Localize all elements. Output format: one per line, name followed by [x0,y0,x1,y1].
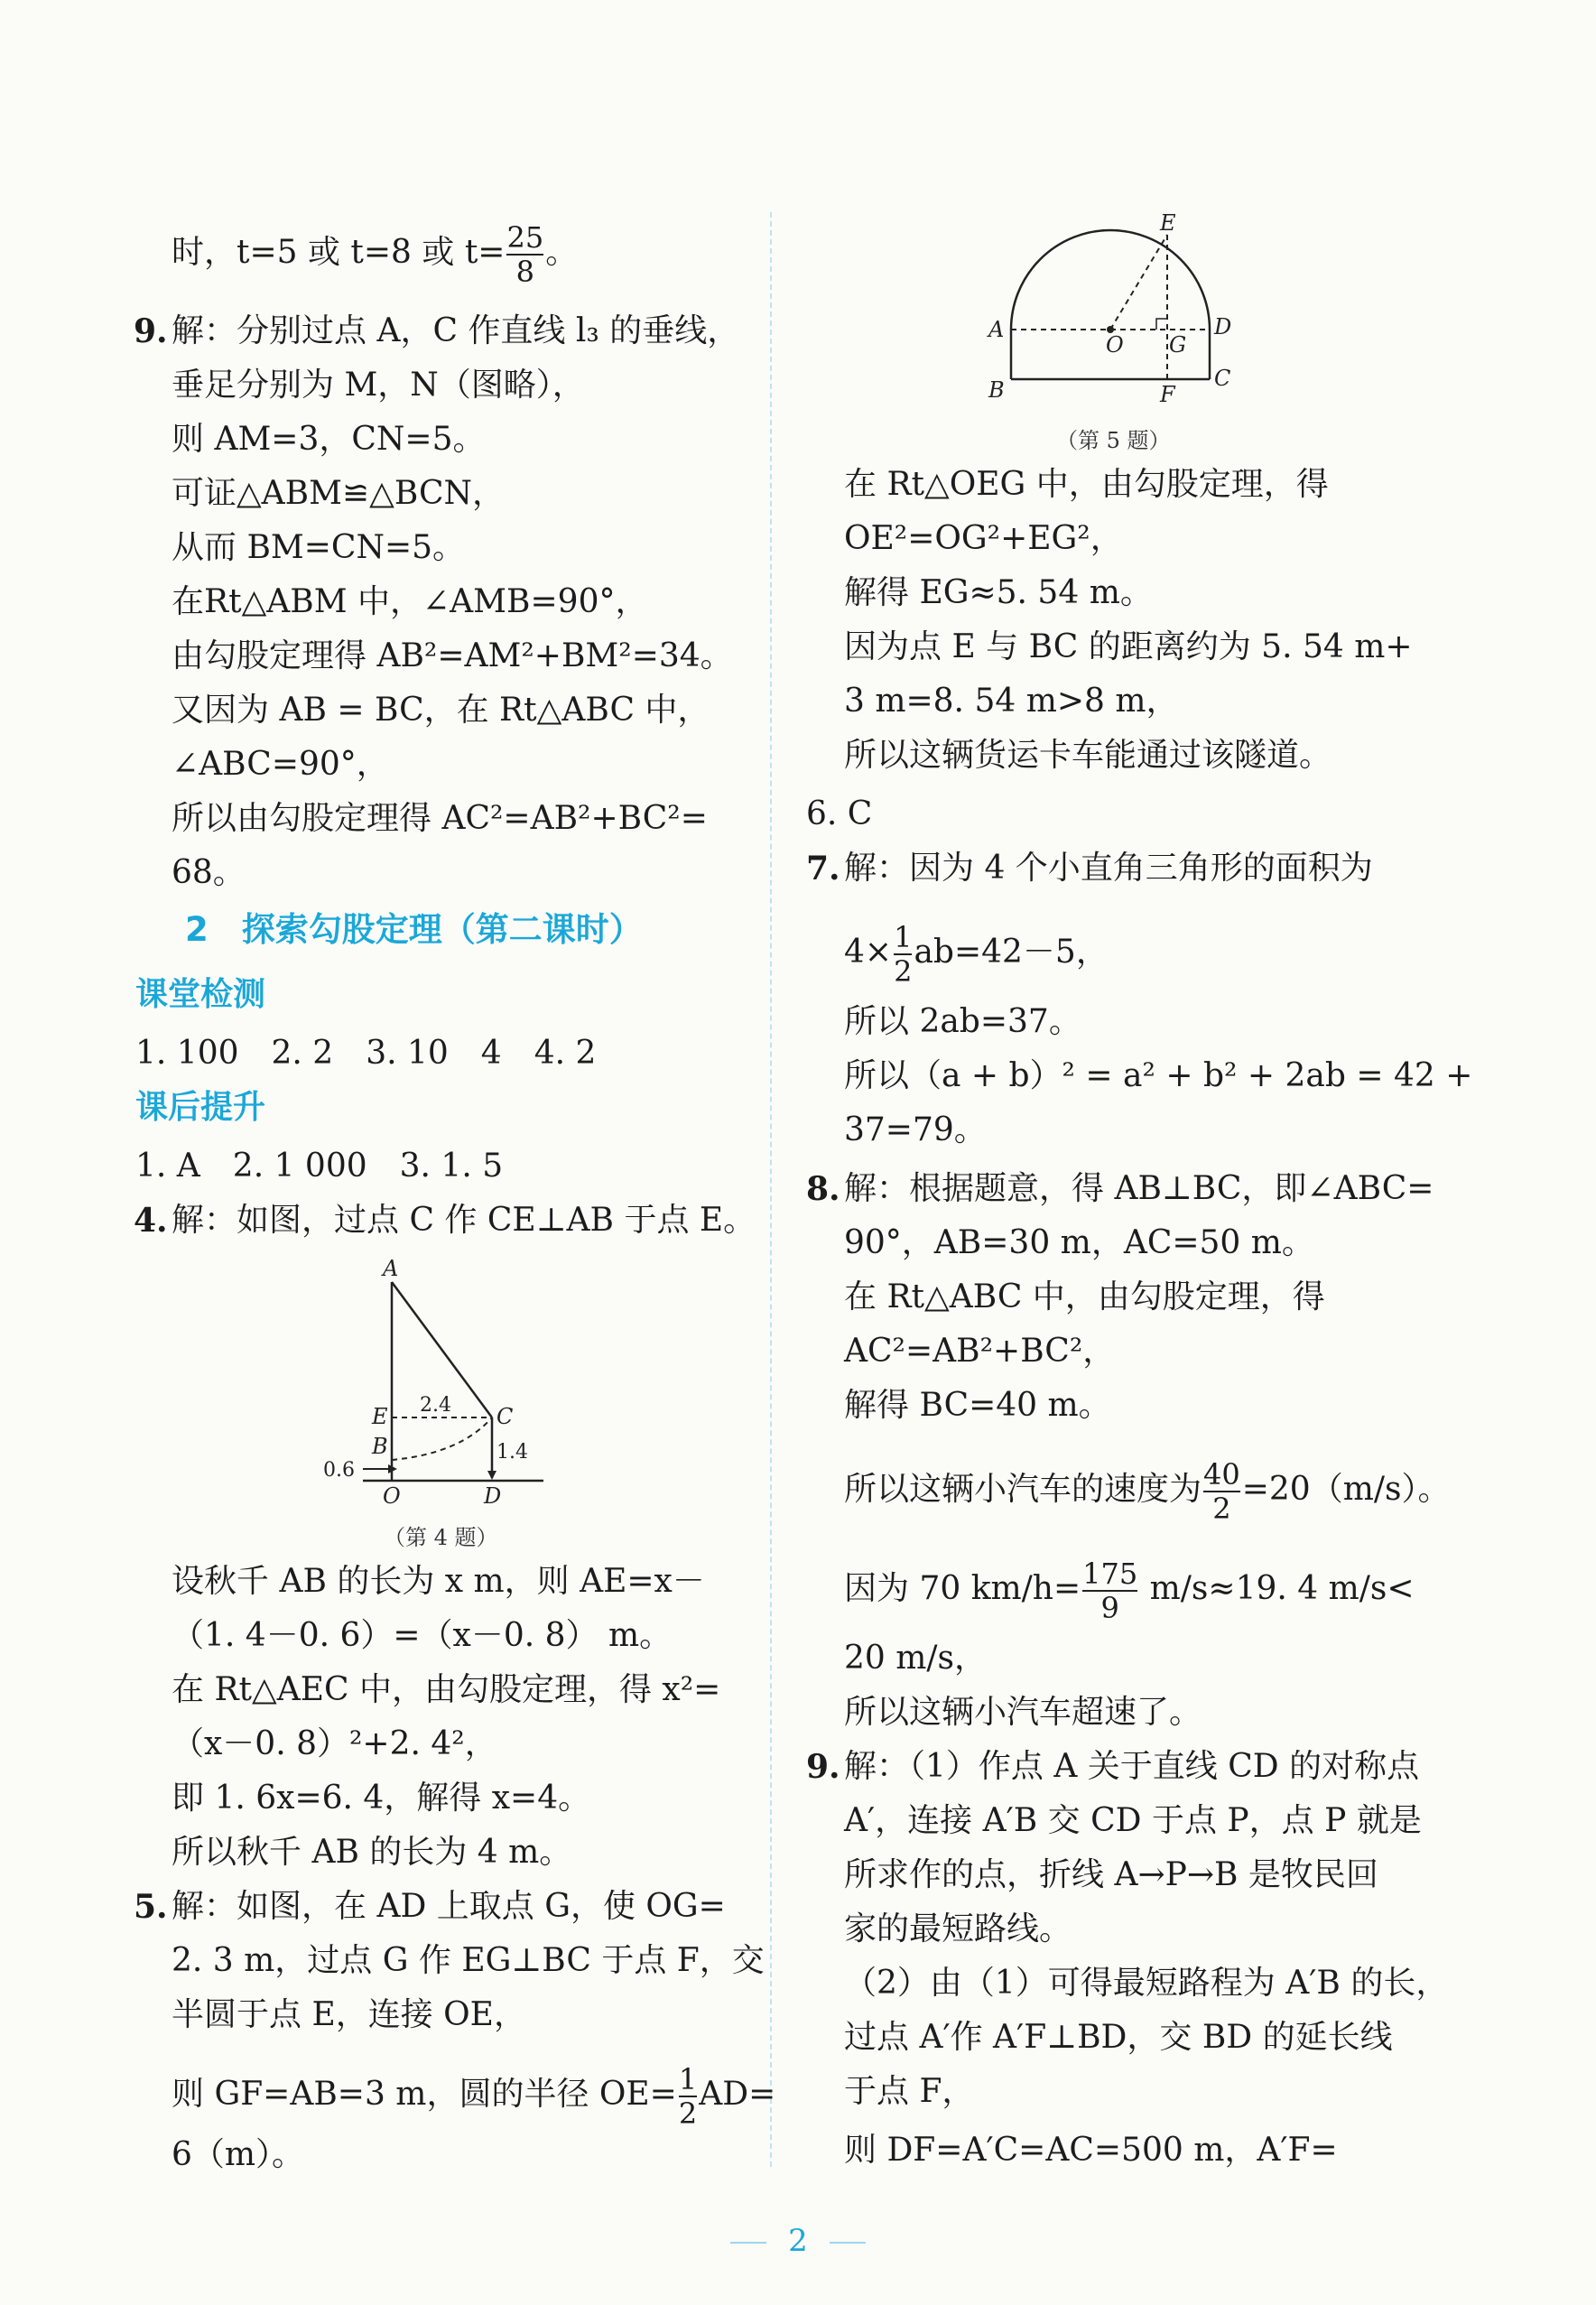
figure-5 [975,212,1264,415]
page-number [0,2223,1596,2259]
q9-line: 解：分别过点 A，C 作直线 l₃ 的垂线， [172,312,740,349]
label-A: A [988,317,1005,342]
q9-line: 68。 [172,854,246,891]
fraction: $\frac{1}{2}$ [678,2062,698,2131]
q4-line: 在 Rt△AEC 中，由勾股定理，得 x²= [172,1671,721,1708]
page-number-dash-left [730,2242,766,2244]
q5-number: 5. [134,1888,168,1926]
fraction: $\frac{40}{2}$ [1203,1457,1240,1526]
q4-line: 设秋千 AB 的长为 x m，则 AE=x－ [172,1563,705,1600]
q4-number: 4. [134,1202,168,1240]
q5-line: 2. 3 m，过点 G 作 EG⊥BC 于点 F，交 [172,1942,765,1979]
q8-line: 所以这辆小汽车超速了。 [844,1694,1202,1731]
fraction: $\frac{175}{9}$ [1082,1557,1138,1625]
q9-line: 又因为 AB = BC，在 Rt△ABC 中， [172,692,710,729]
q9-line: 在Rt△ABM 中，∠AMB=90°， [172,583,648,620]
q4-line: （1. 4－0. 6）=（x－0. 8） m。 [172,1617,673,1654]
q5-cont-line: 因为点 E 与 BC 的距离约为 5. 54 m+ [844,628,1413,665]
fraction: $\frac{25}{8}$ [506,220,544,289]
q5-cont-line: 所以这辆货运卡车能通过该隧道。 [844,737,1332,774]
heading-ketang: 课堂检测 [135,976,266,1013]
q8-line: 所以这辆小汽车的速度为 $\frac{40}{2}$ =20（m/s）。 [844,1457,1451,1526]
section-title: 2 探索勾股定理（第二课时） [185,910,643,949]
q9-line: 从而 BM=CN=5。 [172,529,466,566]
value-0.6: 0.6 [323,1459,355,1482]
q9-line: 所求作的点，折线 A→P→B 是牧民回 [844,1856,1378,1893]
q9-line: 则 AM=3，CN=5。 [172,421,486,458]
q5-cont-line: OE²=OG²+EG²， [844,520,1123,557]
q7-line: 所以 2ab=37。 [844,1003,1081,1040]
q4-line: 即 1. 6x=6. 4，解得 x=4。 [172,1780,591,1817]
q5-line: 6（m）。 [172,2136,305,2173]
value-1.4: 1.4 [496,1441,528,1464]
q4-line: 所以秋千 AB 的长为 4 m。 [172,1834,572,1871]
dashed-arc-BC [392,1417,492,1460]
q5-cont-line: 解得 EG≈5. 54 m。 [844,574,1153,611]
label-C: C [496,1404,514,1429]
page-number-dash-right [830,2242,866,2244]
label-A: A [383,1256,399,1281]
label-B: B [372,1434,388,1459]
radius-OE [1110,235,1167,330]
q4-line: （x－0. 8）²+2. 4²， [172,1725,497,1762]
page-number-text: 2 [788,2223,808,2259]
q7-number: 7. [806,850,840,888]
q7-line: 37=79。 [844,1111,987,1148]
line-q8-end: 时，t=5 或 t=8 或 t= $\frac{25}{8}$ 。 [172,220,579,289]
q7-line: 解：因为 4 个小直角三角形的面积为 [844,850,1373,887]
q9-line: ∠ABC=90°， [172,746,389,783]
label-D: D [484,1483,502,1509]
q8-line: 在 Rt△ABC 中，由勾股定理，得 [844,1278,1325,1315]
heading-kehou: 课后提升 [135,1089,266,1126]
q4-line: 解：如图，过点 C 作 CE⊥AB 于点 E。 [172,1202,756,1239]
q5-cont-line: 3 m=8. 54 m>8 m， [844,683,1179,720]
arrow-head-icon [487,1471,496,1480]
q8-line: 因为 70 km/h= $\frac{175}{9}$ m/s≈19. 4 m/s< [844,1557,1415,1625]
fraction: $\frac{1}{2}$ [894,920,913,989]
q8-line: 20 m/s， [844,1640,987,1677]
q8-line: 解得 BC=40 m。 [844,1387,1111,1424]
q8-line: 解：根据题意，得 AB⊥BC，即∠ABC= [844,1170,1434,1207]
q9-line: 过点 A′作 A′F⊥BD，交 BD 的延长线 [844,2019,1393,2056]
figure-4-caption: （第 4 题） [384,1525,498,1550]
label-E: E [1160,212,1176,236]
kehou-answers: 1. A 2. 1 000 3. 1. 5 [135,1148,504,1185]
q5-line: 解：如图，在 AD 上取点 G，使 OG= [172,1888,726,1925]
q8-line: AC²=AB²+BC²， [844,1333,1116,1370]
q9-number: 9. [806,1748,840,1786]
ketang-answers: 1. 100 2. 2 3. 10 4 4. 2 [135,1035,597,1072]
q9-line: 解：（1）作点 A 关于直线 CD 的对称点 [844,1748,1420,1785]
value-2.4: 2.4 [420,1394,451,1417]
q8-line: 90°，AB=30 m，AC=50 m。 [844,1224,1314,1261]
q5-line: 则 GF=AB=3 m，圆的半径 OE= $\frac{1}{2}$ AD= [172,2062,776,2131]
right-angle-mark [1156,319,1167,330]
figure-4 [307,1250,560,1512]
figure-5-caption: （第 5 题） [1056,428,1171,453]
label-G: G [1169,332,1187,358]
q9-line: 于点 F， [844,2073,975,2110]
label-B: B [988,377,1005,403]
q9-line: 垂足分别为 M，N（图略）， [172,367,585,404]
column-divider [770,212,772,2167]
q9-number: 9. [134,312,168,350]
q5-cont-line: 在 Rt△OEG 中，由勾股定理，得 [844,466,1329,503]
label-O: O [383,1483,401,1509]
q9-line: 所以由勾股定理得 AC²=AB²+BC²= [172,800,708,837]
semicircle-arc [1011,230,1210,330]
q9-line: 家的最短路线。 [844,1910,1072,1947]
q8-number: 8. [806,1170,840,1208]
label-C: C [1214,366,1231,391]
q7-line: 所以（a + b）² = a² + b² + 2ab = 42 + [844,1057,1473,1094]
label-O: O [1106,332,1124,358]
q5-line: 半圆于点 E，连接 OE， [172,1996,526,2033]
q9-line: A′，连接 A′B 交 CD 于点 P，点 P 就是 [844,1802,1422,1839]
q9-line: （2）由（1）可得最短路程为 A′B 的长， [844,1965,1449,2002]
q9-line: 可证△ABM≌△BCN， [172,475,506,512]
q9-line: 则 DF=A′C=AC=500 m，A′F= [844,2132,1338,2169]
q9-line: 由勾股定理得 AB²=AM²+BM²=34。 [172,637,733,674]
q6-answer: 6. C [806,795,873,832]
label-D: D [1214,314,1232,339]
label-F: F [1160,382,1175,407]
q7-line: 4× $\frac{1}{2}$ ab=42－5， [844,920,1109,989]
label-E: E [372,1404,388,1429]
